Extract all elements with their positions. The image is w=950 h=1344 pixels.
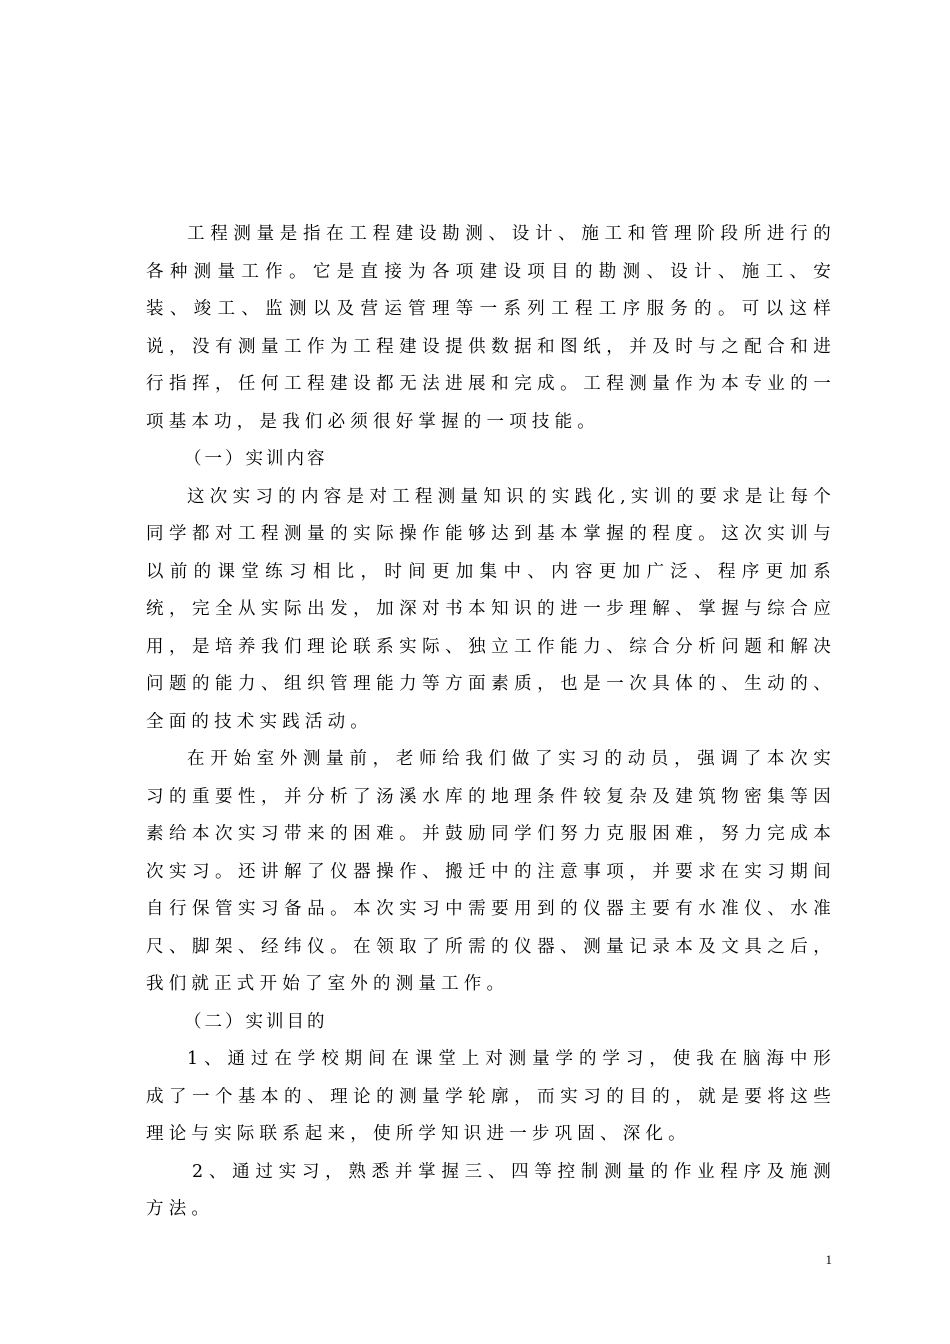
paragraph-content: 这次实习的内容是对工程测量知识的实践化,实训的要求是让每个同学都对工程测量的实际操作能够达到基本掌握的程度。这次实训与以前的课堂练习相比，时间更加集中、内容更加广泛、程序更加系统，完全从实际出发，加深对书本知识的进一步理解、掌握与综合应用，是培养我们理论联系实际、独立工作能力、综合分析问题和解决问题的能力、组织管理能力等方面素质，也是一次具体的、生动的、全面的技术实践活动。 [146,486,836,732]
document-body [146,216,836,1229]
paragraph-preparation: 在开始室外测量前，老师给我们做了实习的动员，强调了本次实习的重要性，并分析了汤溪水库的地理条件较复杂及建筑物密集等因素给本次实习带来的困难。并鼓励同学们努力克服困难，努力完成本次实习。还讲解了仪器操作、搬迁中的注意事项，并要求在实习期间自行保管实习备品。本次实习中需要用到的仪器主要有水准仪、水准尺、脚架、经纬仪。在领取了所需的仪器、测量记录本及文具之后，我们就正式开始了室外的测量工作。 [146,749,836,994]
page-number: 1 [825,1252,832,1267]
paragraph-purpose-2: 2、通过实习，熟悉并掌握三、四等控制测量的作业程序及施测方法。 [146,1161,836,1219]
section-heading-content: （一）实训内容 [184,449,328,469]
paragraph-purpose-1: 1、通过在学校期间在课堂上对测量学的学习，使我在脑海中形成了一个基本的、理论的测量学轮廓，而实习的目的，就是要将这些理论与实际联系起来，使所学知识进一步巩固、深化。 [146,1049,836,1144]
section-heading-purpose: （二）实训目的 [184,1011,328,1032]
paragraph-intro: 工程测量是指在工程建设勘测、设计、施工和管理阶段所进行的各种测量工作。它是直接为各项建设项目的勘测、设计、施工、安装、竣工、监测以及营运管理等一系列工程工序服务的。可以这样说，没有测量工作为工程建设提供数据和图纸，并及时与之配合和进行指挥，任何工程建设都无法进展和完成。工程测量作为本专业的一项基本功，是我们必须很好掌握的一项技能。 [146,224,836,432]
